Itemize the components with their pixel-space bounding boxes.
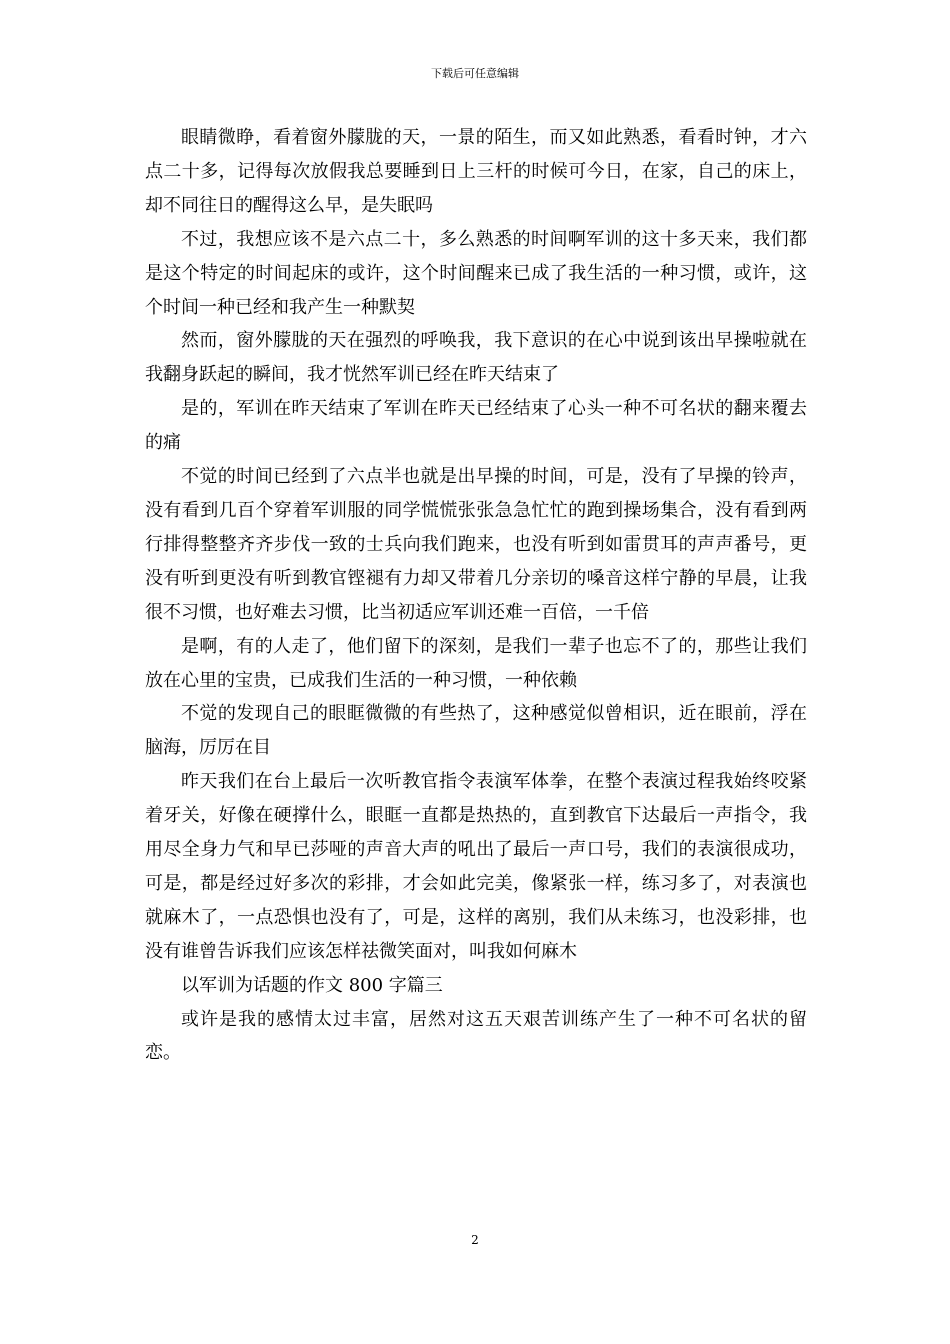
paragraph: 眼睛微睁，看着窗外朦胧的天，一景的陌生，而又如此熟悉，看看时钟，才六点二十多，记得每次放假我总要睡到日上三杆的时候可今日，在家，自己的床上，却不同往日的醒得这么早，是失眠吗 bbox=[145, 127, 807, 216]
paragraph: 是的，军训在昨天结束了军训在昨天已经结束了心头一种不可名状的翻来覆去的痛 bbox=[145, 398, 807, 454]
paragraph: 然而，窗外朦胧的天在强烈的呼唤我，我下意识的在心中说到该出早操啦就在我翻身跃起的瞬间，我才恍然军训已经在昨天结束了 bbox=[145, 330, 807, 386]
section-heading: 以军训为话题的作文 800 字篇三 bbox=[181, 974, 443, 996]
page-header: 下载后可任意编辑 bbox=[431, 67, 519, 80]
paragraph: 不过，我想应该不是六点二十，多么熟悉的时间啊军训的这十多天来，我们都是这个特定的时间起床的或许，这个时间醒来已成了我生活的一种习惯，或许，这个时间一种已经和我产生一种默契 bbox=[145, 228, 807, 318]
paragraph: 不觉的时间已经到了六点半也就是出早操的时间，可是，没有了早操的铃声，没有看到几百个穿着军训服的同学慌慌张张急急忙忙的跑到操场集合，没有看到两行排得整整齐齐步伐一致的士兵向我们跑来，也没有听到如雷贯耳的声声番号，更没有听到更没有听到教官铿褪有力却又带着几分亲切的嗓音这样宁静的早晨，让我很不习惯，也好难去习惯，比当初适应军训还难一百倍，一千倍 bbox=[145, 466, 807, 623]
paragraph: 昨天我们在台上最后一次听教官指令表演军体拳，在整个表演过程我始终咬紧着牙关，好像在硬撑什么，眼眶一直都是热热的，直到教官下达最后一声指令，我用尽全身力气和早已莎哑的声音大声的吼出了最后一声口号，我们的表演很成功，可是，都是经过好多次的彩排，才会如此完美，像紧张一样，练习多了，对表演也就麻木了，一点恐惧也没有了，可是，这样的离别，我们从未练习，也没彩排，也没有谁曾告诉我们应该怎样祛微笑面对，叫我如何麻木 bbox=[145, 771, 807, 962]
paragraph: 不觉的发现自己的眼眶微微的有些热了，这种感觉似曾相识，近在眼前，浮在脑海，厉厉在目 bbox=[145, 703, 807, 759]
paragraph: 是啊，有的人走了，他们留下的深刻，是我们一辈子也忘不了的，那些让我们放在心里的宝贵，已成我们生活的一种习惯，一种依赖 bbox=[145, 635, 807, 691]
paragraph: 或许是我的感情太过丰富，居然对这五天艰苦训练产生了一种不可名状的留恋。 bbox=[145, 1008, 807, 1064]
page-number: 2 bbox=[471, 1233, 479, 1247]
document-body bbox=[145, 121, 807, 1070]
